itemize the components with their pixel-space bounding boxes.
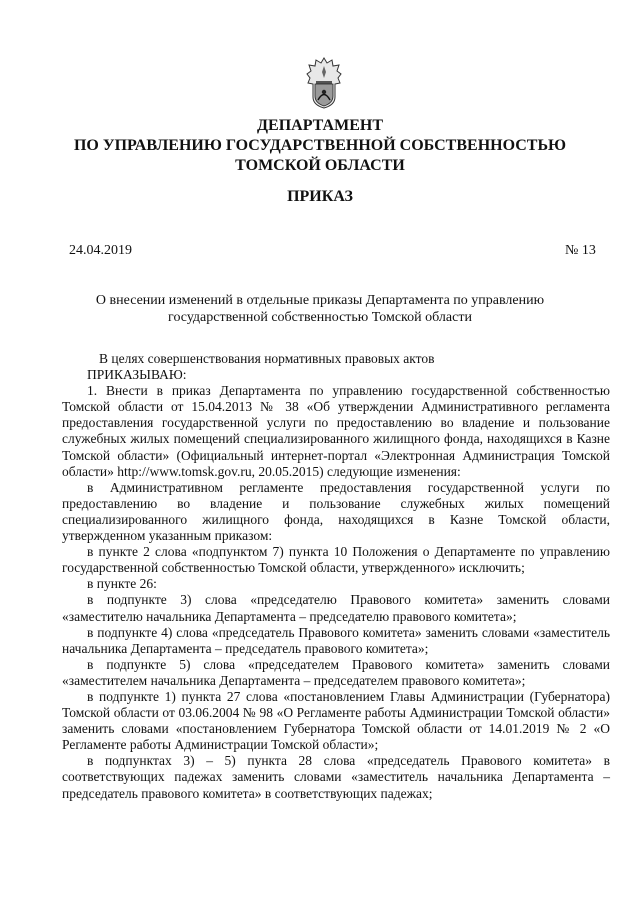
department-title-line-3: ТОМСКОЙ ОБЛАСТИ — [235, 157, 405, 174]
clause-regulation: в Административном регламенте предоставления государственной услуги по предоставлению во владение и пользование служебных жилых помещений специализированного жилищного фонда, находящихся в Казне Томской области, утвержденном указанным приказом: — [62, 479, 610, 544]
subject-line-2: государственной собственностью Томской области — [168, 310, 472, 325]
clause-1: 1. Внести в приказ Департамента по управлению государственной собственностью Томской области от 15.04.2013 № 38 «Об утверждении Административного регламента предоставления государственной услуги по предоставлению во владение и пользование служебных жилых помещений специализированного жилищного фонда, находящихся в Казне Томской области» (Официальный интернет-портал «Электронная Администрация Томской области» http://www.tomsk.gov.ru, 20.05.2015) следующие изменения: — [62, 383, 610, 479]
department-title-line-1: ДЕПАРТАМЕНТ — [257, 117, 383, 134]
clause-point-26: в пункте 26: — [87, 576, 157, 592]
preamble: В целях совершенствования нормативных правовых актов — [99, 351, 435, 366]
department-title-line-2: ПО УПРАВЛЕНИЮ ГОСУДАРСТВЕННОЙ СОБСТВЕННОСТЬЮ — [73, 137, 567, 154]
document-date: 24.04.2019 — [69, 243, 132, 258]
clause-subpoint-4: в подпункте 4) слова «председатель Правового комитета» заменить словами «заместитель начальника Департамента – председатель правового комитета»; — [62, 624, 610, 656]
clause-point-28: в подпунктах 3) – 5) пункта 28 слова «председатель Правового комитета» в соответствующих падежах заменить словами «заместитель начальника Департамента – председатель правового комитета» в соответствующих падежах; — [62, 753, 610, 801]
coat-of-arms-icon — [303, 57, 345, 109]
clause-point-27: в подпункте 1) пункта 27 слова «постановлением Главы Администрации (Губернатора) Томской области от 03.06.2004 № 98 «О Регламенте работы Администрации Томской области» заменить словами «постановлением Губернатора Томской области от 14.01.2019 № 2 «О Регламенте работы Администрации Томской области»; — [62, 688, 610, 753]
document-type: ПРИКАЗ — [287, 188, 353, 205]
clause-subpoint-5: в подпункте 5) слова «председателем Правового комитета» заменить словами «заместителем начальника Департамента – председателем правового комитета»; — [62, 656, 610, 688]
clause-point-2: в пункте 2 слова «подпунктом 7) пункта 10 Положения о Департаменте по управлению государственной собственностью Томской области, утвержденного» исключить; — [62, 544, 610, 576]
document-body — [62, 351, 610, 802]
subject-line-1: О внесении изменений в отдельные приказы Департамента по управлению — [95, 293, 545, 308]
clause-subpoint-3: в подпункте 3) слова «председателю Правового комитета» заменить словами «заместителю начальника Департамента – председателю правового комитета»; — [62, 592, 610, 624]
order-word: ПРИКАЗЫВАЮ: — [87, 367, 187, 383]
document-number: № 13 — [565, 243, 596, 258]
